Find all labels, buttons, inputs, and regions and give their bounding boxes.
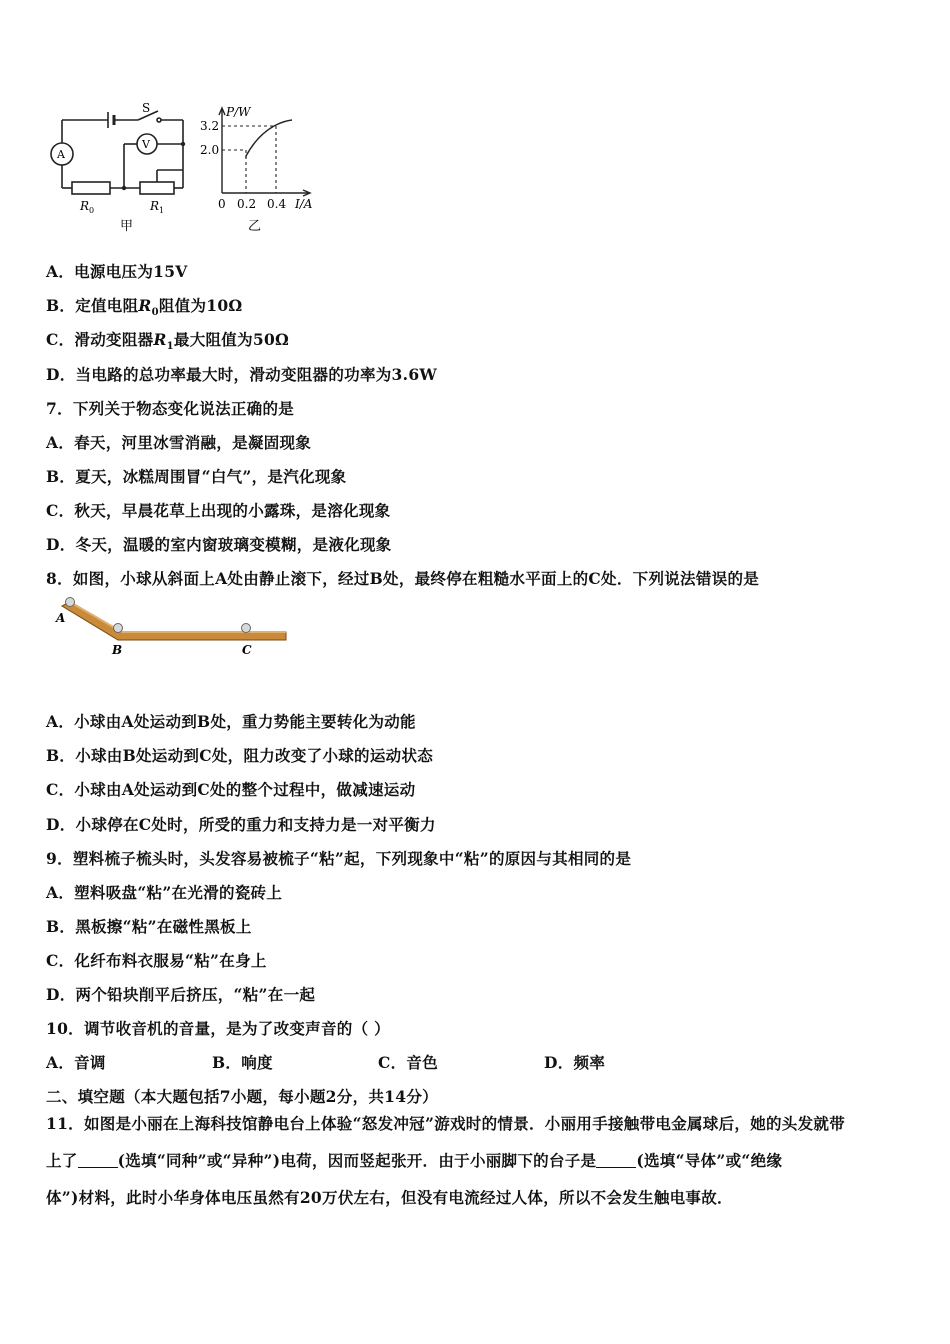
q10-option-d: D．频率 <box>544 1053 606 1072</box>
q6-option-d: D．当电路的总功率最大时，滑动变阻器的功率为3.6W <box>46 365 438 384</box>
section-heading: 二、填空题（本大题包括7小题，每小题2分，共14分） <box>46 1087 438 1106</box>
q11-line1: 11．如图是小丽在上海科技馆静电台上体验“怒发冲冠”游戏时的情景．小丽用手接触带电金属球后，她的头发就带 <box>46 1114 846 1133</box>
q8-option-b: B．小球由B处运动到C处，阻力改变了小球的运动状态 <box>46 746 434 765</box>
tick-y-low: 2.0 <box>200 143 220 157</box>
voltmeter-label: V <box>142 138 150 151</box>
caption-jia: 甲 <box>120 219 134 234</box>
q9-option-a: A．塑料吸盘“粘”在光滑的瓷砖上 <box>46 883 283 902</box>
r1-label: R <box>150 199 160 213</box>
axis-x-label: I/A <box>295 197 313 211</box>
label-c: C <box>242 643 252 657</box>
svg-text:R1 <box>149 199 164 215</box>
q6-option-a: A．电源电压为15V <box>46 262 188 281</box>
q6-option-b: B．定值电阻$R_0$阻值为10Ω <box>46 296 243 319</box>
label-a: A <box>56 611 66 625</box>
label-b: B <box>112 643 123 657</box>
q7-option-d: D．冬天，温暖的室内窗玻璃变模糊，是液化现象 <box>46 535 392 554</box>
answer-blank-2 <box>596 1153 636 1168</box>
switch-label: S <box>142 101 151 115</box>
q9-option-b: B．黑板擦“粘”在磁性黑板上 <box>46 917 252 936</box>
tick-x-1: 0.2 <box>237 197 257 211</box>
q8-option-d: D．小球停在C处时，所受的重力和支持力是一对平衡力 <box>46 815 436 834</box>
svg-text:R0 <box>79 199 94 215</box>
axis-y-label: P/W <box>226 105 251 119</box>
ball-a <box>66 598 75 607</box>
q9-option-c: C．化纤布料衣服易“粘”在身上 <box>46 951 267 970</box>
circuit-figure <box>40 98 340 238</box>
r1-sub: 1 <box>159 206 165 215</box>
q10-option-b: B．响度 <box>212 1053 273 1072</box>
tick-x-0: 0 <box>218 197 226 211</box>
q7-stem: 7．下列关于物态变化说法正确的是 <box>46 399 295 418</box>
q9-option-d: D．两个铅块削平后挤压，“粘”在一起 <box>46 985 316 1004</box>
q10-options <box>46 1051 605 1073</box>
q10-option-c: C．音色 <box>378 1053 439 1072</box>
incline-figure <box>50 594 290 660</box>
ball-b <box>114 624 123 633</box>
tick-y-high: 3.2 <box>200 119 220 133</box>
q11-line2: 上了 (选填“同种”或“异种”)电荷，因而竖起张开．由于小丽脚下的台子是 (选填“导体”或“绝缘 <box>46 1151 783 1170</box>
ammeter-label: A <box>57 148 65 161</box>
q8-option-a: A．小球由A处运动到B处，重力势能主要转化为动能 <box>46 712 416 731</box>
q8-stem: 8．如图，小球从斜面上A处由静止滚下，经过B处，最终停在粗糙水平面上的C处．下列说法错误的是 <box>46 569 760 588</box>
r0-label: R <box>80 199 90 213</box>
q7-option-c: C．秋天，早晨花草上出现的小露珠，是溶化现象 <box>46 501 391 520</box>
q10-option-a: A．音调 <box>46 1053 106 1072</box>
q7-option-b: B．夏天，冰糕周围冒“白气”，是汽化现象 <box>46 467 347 486</box>
q6-option-c: C．滑动变阻器$R_1$最大阻值为50Ω <box>46 330 290 353</box>
q7-option-a: A．春天，河里冰雪消融，是凝固现象 <box>46 433 312 452</box>
q9-stem: 9．塑料梳子梳头时，头发容易被梳子“粘”起，下列现象中“粘”的原因与其相同的是 <box>46 849 632 868</box>
tick-x-2: 0.4 <box>267 197 287 211</box>
q8-option-c: C．小球由A处运动到C处的整个过程中，做减速运动 <box>46 780 416 799</box>
r0-sub: 0 <box>89 206 95 215</box>
q10-stem: 10．调节收音机的音量，是为了改变声音的（ ） <box>46 1019 390 1038</box>
q11-line3: 体”)材料，此时小华身体电压虽然有20万伏左右，但没有电流经过人体，所以不会发生触电事故． <box>46 1188 733 1207</box>
caption-yi: 乙 <box>248 219 262 234</box>
answer-blank-1 <box>78 1153 118 1168</box>
ball-c <box>242 624 251 633</box>
